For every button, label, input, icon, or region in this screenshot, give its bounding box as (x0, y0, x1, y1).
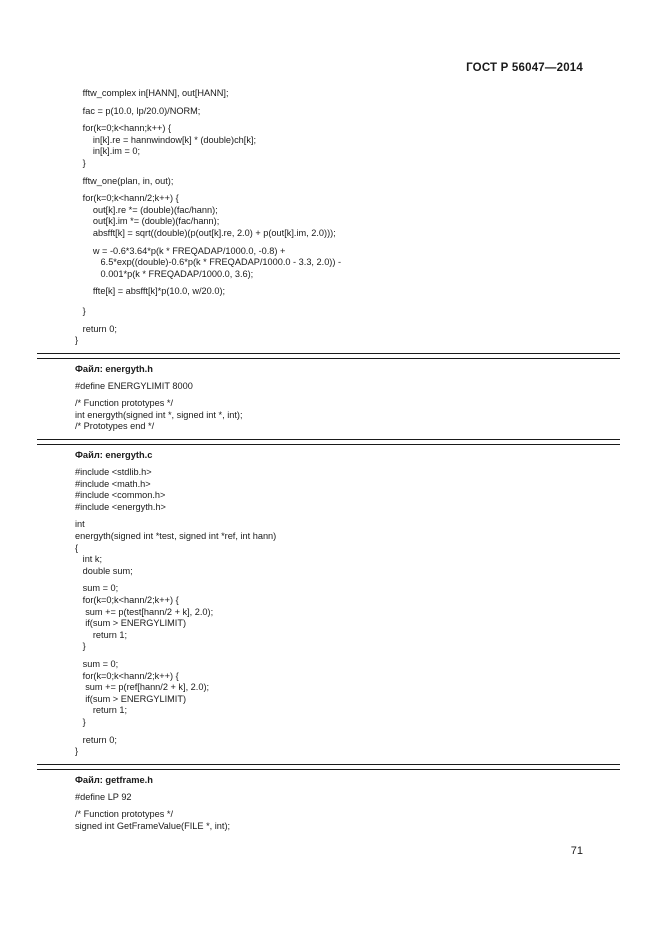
code-line: out[k].im *= (double)(fac/hann); (75, 216, 220, 227)
code-block (75, 792, 583, 804)
code-line: } (75, 746, 79, 757)
file-title: Файл: getframe.h (75, 774, 153, 785)
code-block (75, 246, 583, 281)
page-number: 71 (570, 845, 583, 857)
code-line: } (75, 641, 86, 652)
code-block (75, 88, 583, 100)
code-line: fftw_one(plan, in, out); (75, 175, 174, 186)
code-line: return 1; (75, 629, 128, 640)
code-line: int k; (75, 554, 103, 565)
document-header: ГОСТ Р 56047—2014 (466, 62, 583, 74)
code-block (75, 519, 583, 577)
code-block (75, 659, 583, 729)
code-line: /* Function prototypes */ (75, 398, 174, 409)
code-line: 0.001*p(k * FREQADAP/1000.0, 3.6); (75, 268, 254, 279)
code-block (75, 106, 583, 118)
section-separator (37, 353, 620, 359)
code-line: signed int GetFrameValue(FILE *, int); (75, 820, 231, 831)
code-line: in[k].im = 0; (75, 146, 141, 157)
code-block (75, 286, 583, 298)
code-line: #define ENERGYLIMIT 8000 (75, 380, 193, 391)
code-line: for(k=0;k<hann/2;k++) { (75, 670, 179, 681)
code-block (75, 176, 583, 188)
code-block (75, 324, 583, 347)
code-block (75, 306, 583, 318)
code-line: int (75, 519, 85, 530)
code-line: w = -0.6*3.64*p(k * FREQADAP/1000.0, -0.8) + (75, 245, 286, 256)
code-line: /* Prototypes end */ (75, 421, 155, 432)
code-line: } (75, 305, 86, 316)
code-block (75, 381, 583, 393)
code-line: absfft[k] = sqrt((double)(p(out[k].re, 2.0) + p(out[k].im, 2.0))); (75, 227, 336, 238)
code-line: } (75, 157, 86, 168)
code-line: if(sum > ENERGYLIMIT) (75, 618, 187, 629)
code-line: fftw_complex in[HANN], out[HANN]; (75, 88, 229, 98)
code-line: double sum; (75, 565, 133, 576)
code-block (75, 398, 583, 433)
code-line: sum += p(ref[hann/2 + k], 2.0); (75, 682, 210, 693)
code-line: #include <stdlib.h> (75, 467, 152, 478)
code-block (75, 809, 583, 832)
code-line: #include <math.h> (75, 478, 151, 489)
code-line: return 0; (75, 323, 117, 334)
section-separator (37, 439, 620, 445)
code-line: for(k=0;k<hann/2;k++) { (75, 595, 179, 605)
code-line: sum = 0; (75, 658, 119, 669)
code-block (75, 467, 583, 513)
code-line: fac = p(10.0, lp/20.0)/NORM; (75, 105, 201, 116)
code-line: if(sum > ENERGYLIMIT) (75, 693, 187, 704)
code-line: { (75, 542, 79, 553)
code-line: #define LP 92 (75, 791, 132, 802)
code-block (75, 583, 583, 653)
code-line: 6.5*exp((double)-0.6*p(k * FREQADAP/1000.0 - 3.3, 2.0)) - (75, 257, 342, 268)
code-line: sum += p(test[hann/2 + k], 2.0); (75, 606, 214, 617)
code-line: int energyth(signed int *, signed int *, int); (75, 409, 243, 420)
code-line: #include <energyth.h> (75, 501, 166, 512)
section-separator (37, 764, 620, 770)
code-line: #include <common.h> (75, 490, 166, 501)
file-title: Файл: energyth.c (75, 450, 153, 461)
code-line: for(k=0;k<hann;k++) { (75, 123, 172, 134)
document-body (75, 88, 583, 833)
code-line: for(k=0;k<hann/2;k++) { (75, 193, 179, 204)
code-line: return 0; (75, 734, 117, 745)
code-block (75, 123, 583, 169)
code-line: } (75, 716, 86, 727)
code-line: out[k].re *= (double)(fac/hann); (75, 204, 218, 215)
code-block (75, 193, 583, 239)
code-line: } (75, 335, 79, 346)
code-block (75, 735, 583, 758)
code-line: /* Function prototypes */ (75, 809, 174, 820)
code-line: energyth(signed int *test, signed int *ref, int hann) (75, 531, 277, 542)
code-line: return 1; (75, 705, 128, 716)
code-line: ffte[k] = absfft[k]*p(10.0, w/20.0); (75, 286, 226, 297)
code-line: in[k].re = hannwindow[k] * (double)ch[k]; (75, 134, 257, 145)
code-line: sum = 0; (75, 583, 119, 594)
file-title: Файл: energyth.h (75, 363, 153, 374)
